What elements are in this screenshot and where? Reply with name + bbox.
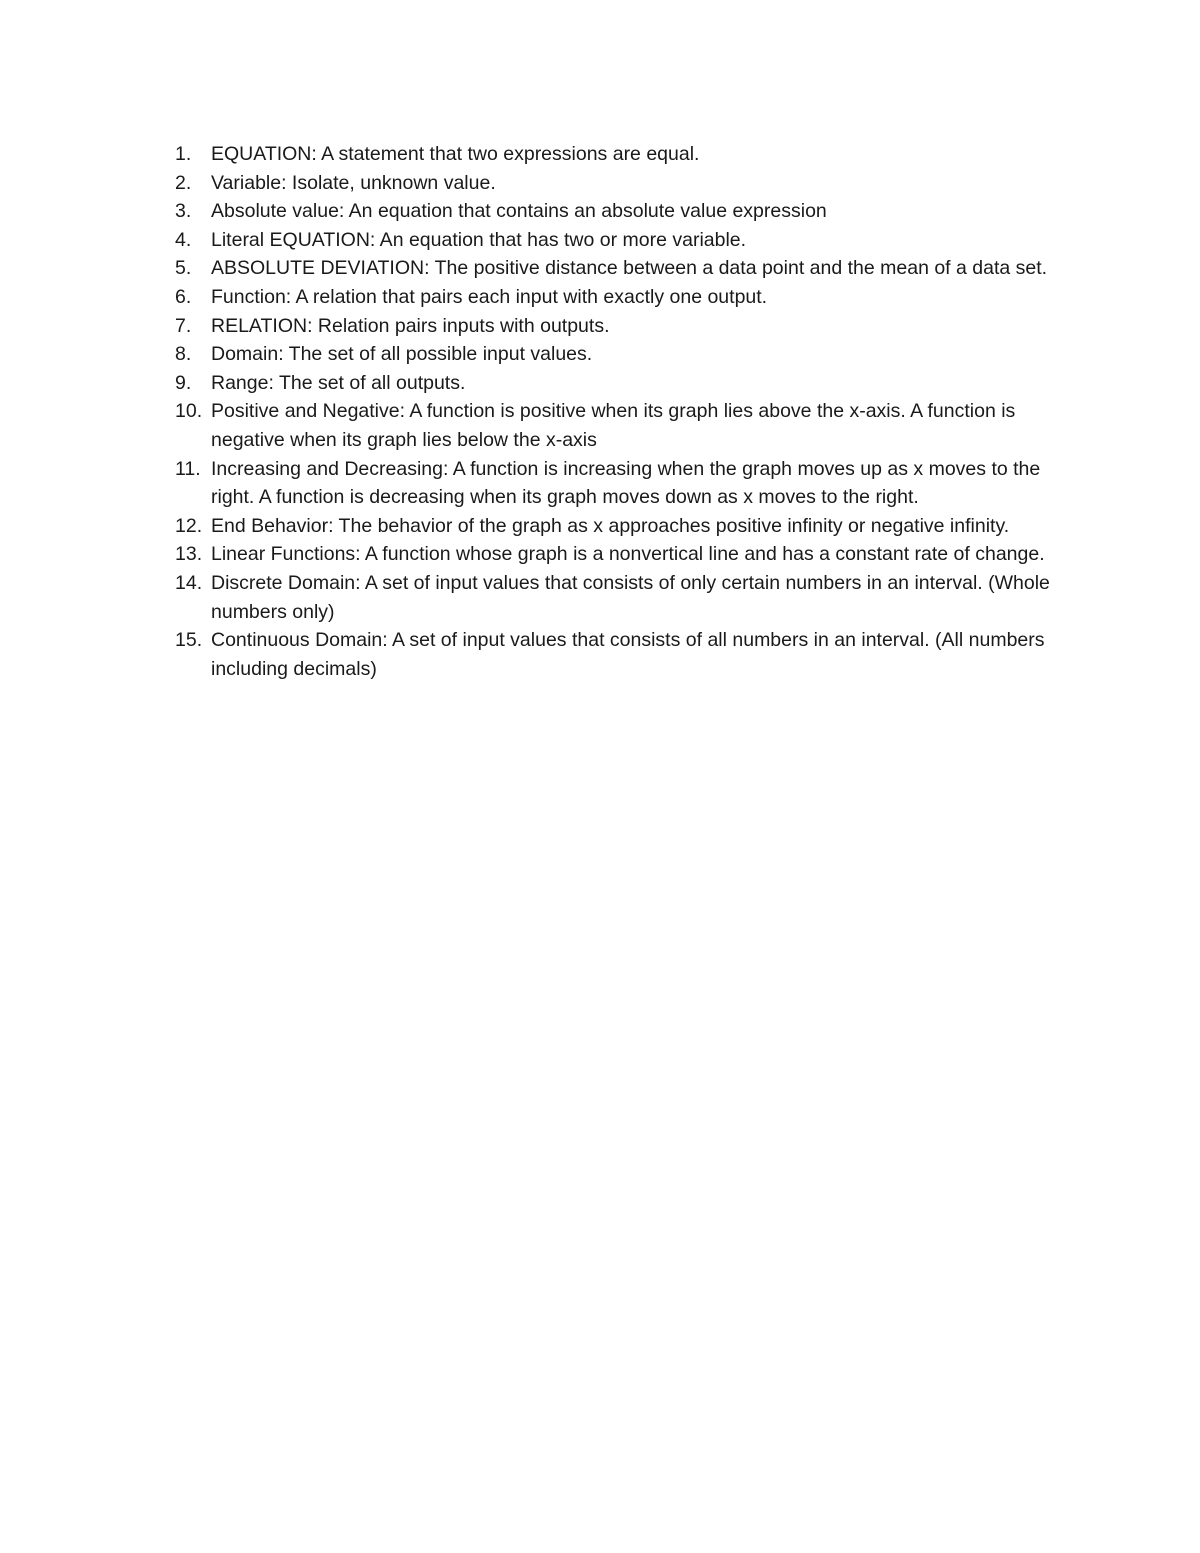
- list-item: [175, 397, 1060, 454]
- list-item: [175, 226, 1060, 255]
- list-item-number: 2.: [175, 171, 192, 194]
- list-item: [175, 140, 1060, 169]
- list-item: [175, 540, 1060, 569]
- list-item: [175, 340, 1060, 369]
- list-item: [175, 254, 1060, 283]
- list-item-text: Discrete Domain: A set of input values that consists of only certain numbers in an interval. (Whole numbers only): [211, 571, 1050, 623]
- list-item-number: 9.: [175, 371, 192, 394]
- list-item-number: 10.: [175, 400, 203, 423]
- list-item-text: Range: The set of all outputs.: [211, 371, 466, 394]
- list-item-text: Literal EQUATION: An equation that has two or more variable.: [211, 228, 747, 251]
- list-item-text: RELATION: Relation pairs inputs with outputs.: [211, 314, 610, 337]
- list-item-text: Linear Functions: A function whose graph is a nonvertical line and has a constant rate of change.: [211, 543, 1045, 566]
- list-item-text: End Behavior: The behavior of the graph as x approaches positive infinity or negative infinity.: [211, 514, 1010, 537]
- list-item: [175, 169, 1060, 198]
- list-item: [175, 569, 1060, 626]
- list-item-text: Domain: The set of all possible input values.: [211, 343, 593, 366]
- list-item-number: 8.: [175, 343, 192, 366]
- list-item: [175, 312, 1060, 341]
- list-item-number: 5.: [175, 257, 192, 280]
- list-item-number: 1.: [175, 143, 192, 165]
- list-item-text: Function: A relation that pairs each input with exactly one output.: [211, 285, 768, 308]
- definition-list: [175, 140, 1060, 683]
- list-item-text: Continuous Domain: A set of input values that consists of all numbers in an interval. (All numbers including decimals): [211, 629, 1045, 680]
- list-item-number: 3.: [175, 200, 192, 223]
- list-item-number: 12.: [175, 514, 203, 537]
- list-item-number: 15.: [175, 629, 203, 652]
- list-item-text: ABSOLUTE DEVIATION: The positive distance between a data point and the mean of a data set.: [211, 257, 1048, 280]
- list-item-text: Variable: Isolate, unknown value.: [211, 171, 496, 194]
- list-item-text: Increasing and Decreasing: A function is increasing when the graph moves up as x moves to the right. A function is decreasing when its graph moves down as x moves to the right.: [211, 457, 1041, 509]
- list-item-number: 13.: [175, 543, 203, 566]
- list-item: [175, 626, 1060, 683]
- list-item-number: 11.: [175, 457, 201, 480]
- list-item-number: 4.: [175, 228, 192, 251]
- list-item: [175, 369, 1060, 398]
- list-item-number: 6.: [175, 285, 192, 308]
- list-item: [175, 197, 1060, 226]
- list-item-text: Positive and Negative: A function is positive when its graph lies above the x-axis. A function is negative when its graph lies below the x-axis: [211, 400, 1016, 451]
- list-item-text: EQUATION: A statement that two expressions are equal.: [211, 143, 700, 165]
- list-item-number: 14.: [175, 571, 203, 594]
- list-item-number: 7.: [175, 314, 192, 337]
- list-item: [175, 455, 1060, 512]
- list-item-text: Absolute value: An equation that contains an absolute value expression: [211, 200, 827, 223]
- list-item: [175, 283, 1060, 312]
- list-item: [175, 512, 1060, 541]
